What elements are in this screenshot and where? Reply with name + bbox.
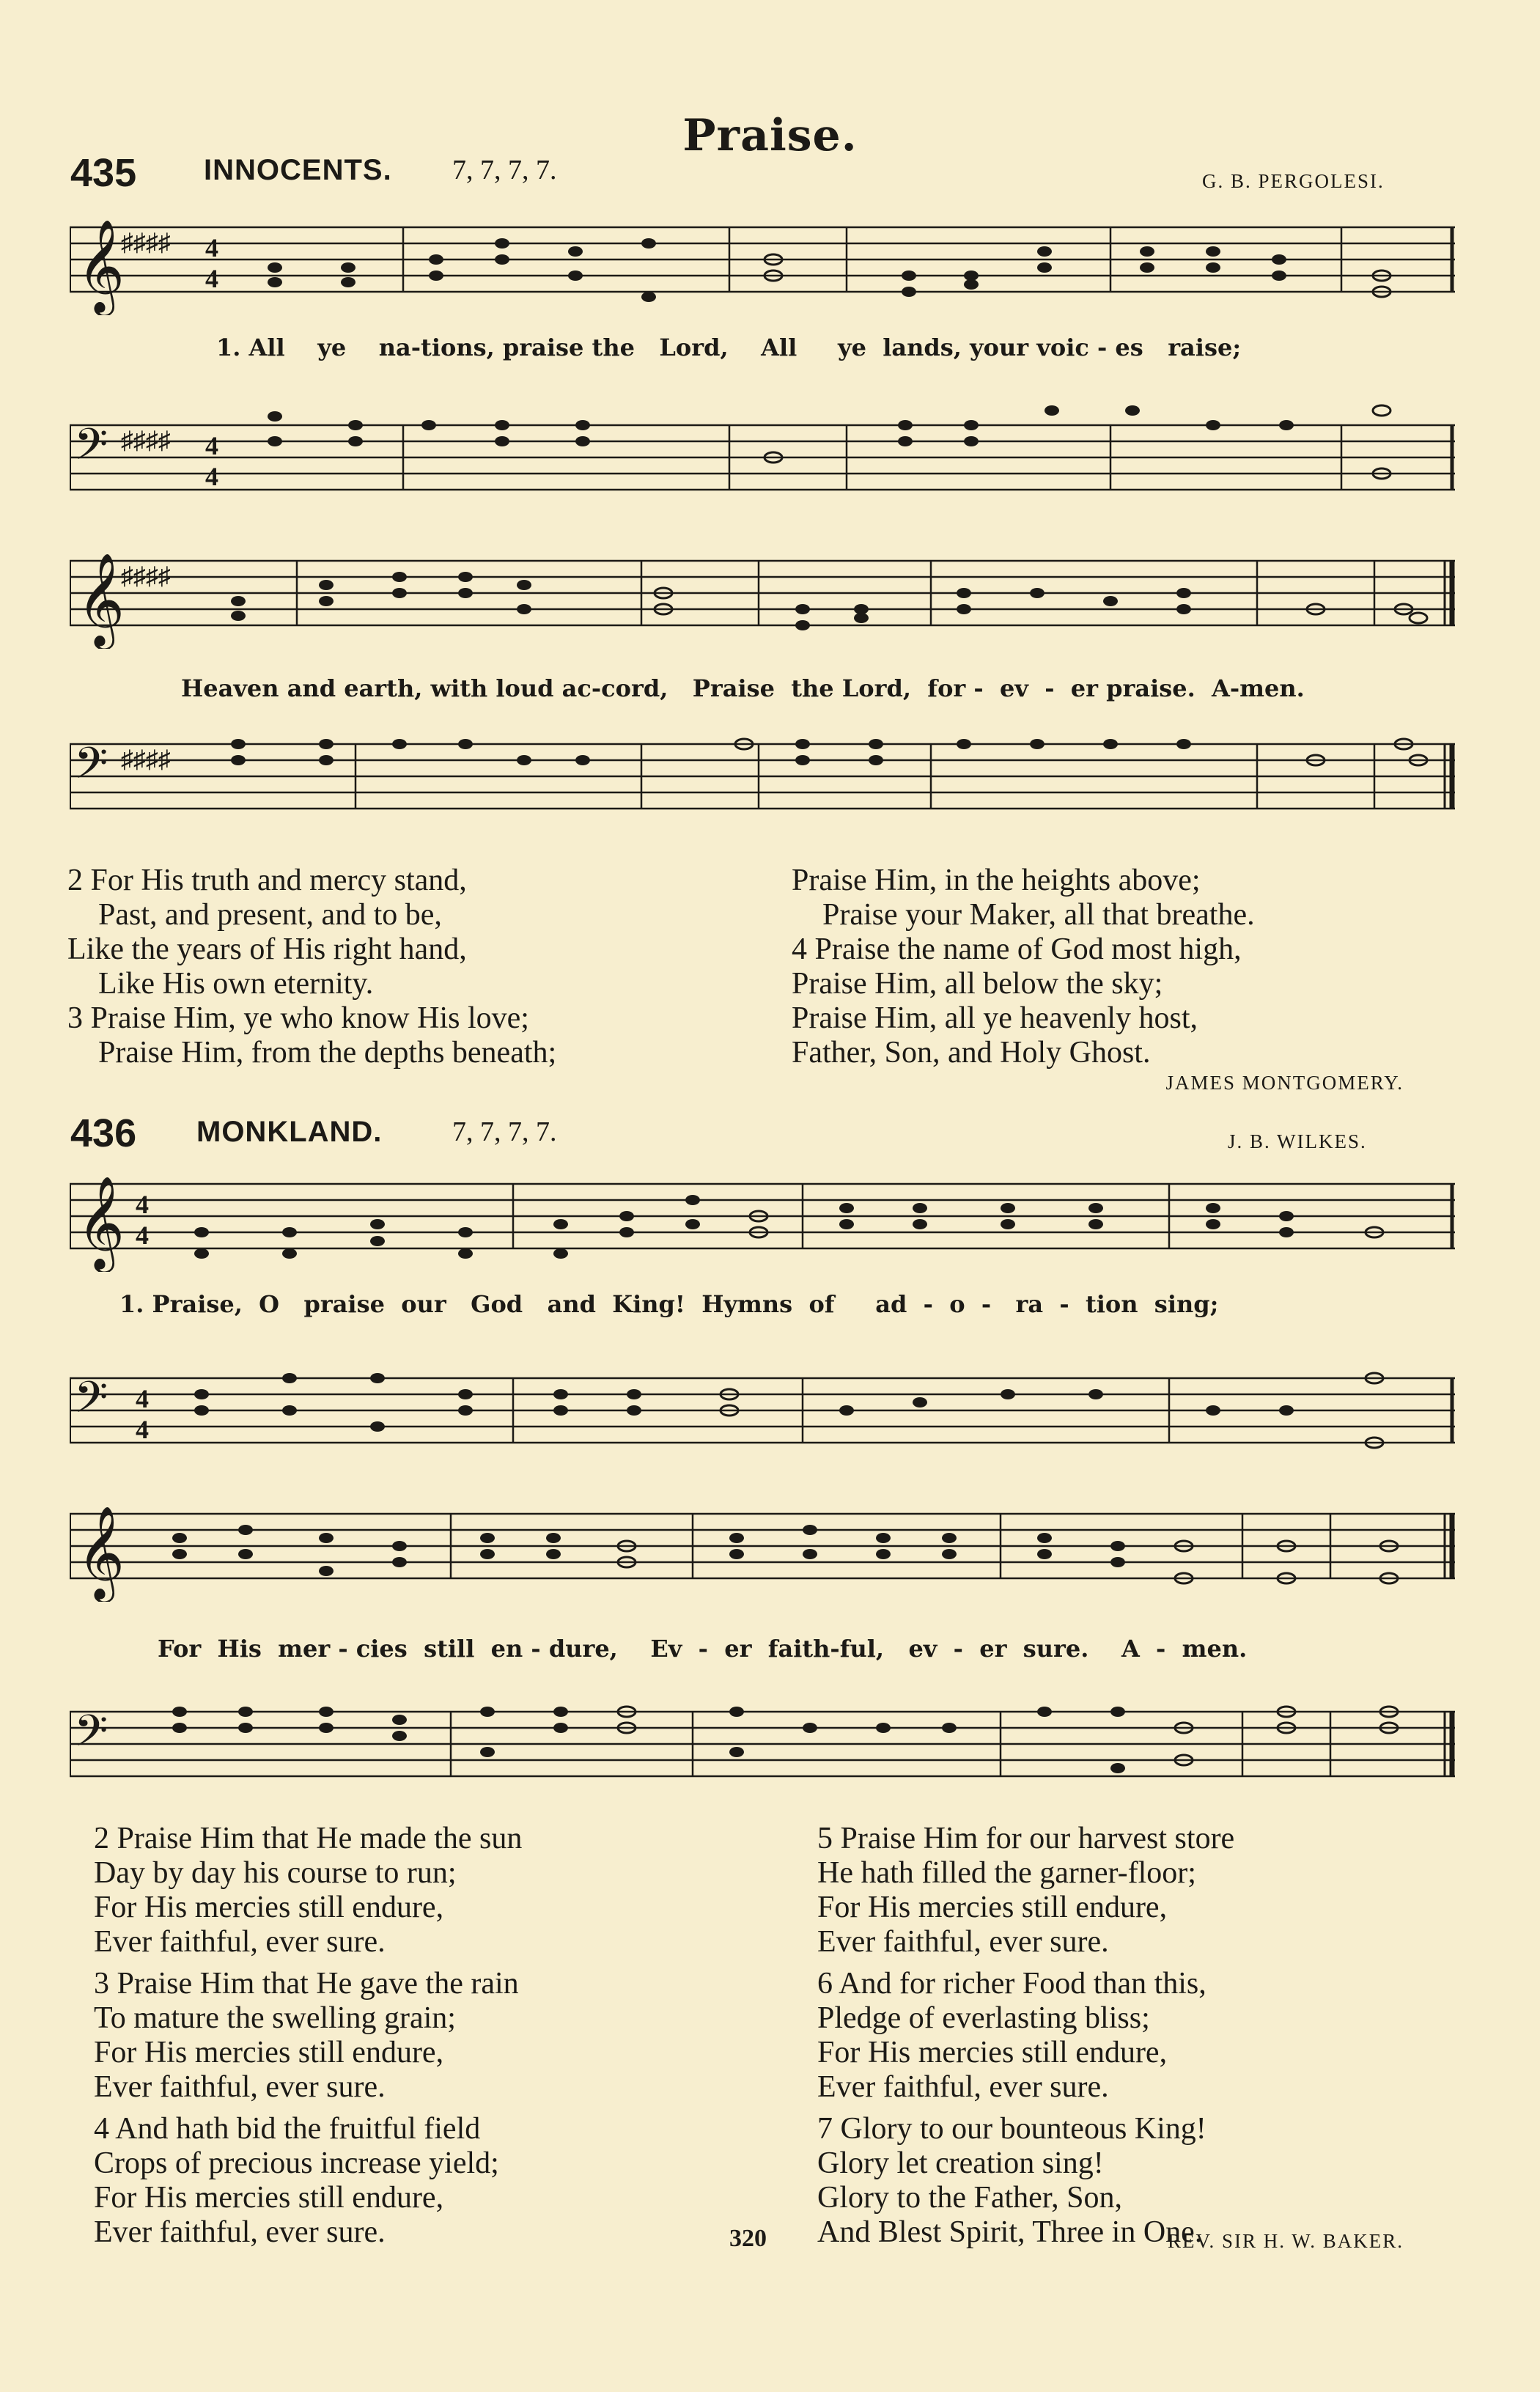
verse-line: Ever faithful, ever sure. [817,1925,1109,1959]
svg-text:4: 4 [136,1415,149,1444]
composer: G. B. PERGOLESI. [1202,170,1385,192]
verse-line: Day by day his course to run; [94,1856,457,1890]
verse-line: Father, Son, and Holy Ghost. [792,1036,1151,1070]
svg-text:4: 4 [205,431,218,460]
verse-line: For His mercies still endure, [94,1891,444,1924]
tune-name: MONKLAND. [196,1116,383,1148]
svg-text:𝄞: 𝄞 [77,555,125,644]
bass-staff-system-3 [70,1334,1455,1459]
verse-line: Praise Him, all ye heavenly host, [792,1001,1198,1035]
verse-line: Praise your Maker, all that breathe. [792,898,1255,932]
svg-text:♯♯♯♯: ♯♯♯♯ [121,427,171,455]
svg-text:4: 4 [205,462,218,491]
verse-line: And Blest Spirit, Three in One. [817,2215,1203,2249]
meter: 7, 7, 7, 7. [452,1116,557,1147]
svg-text:4: 4 [136,1384,149,1413]
verse-line: For His mercies still endure, [817,1891,1168,1924]
meter: 7, 7, 7, 7. [452,155,557,185]
lyrics-line: Heaven and earth, with loud ac-cord, Praise the Lord, for - ev - er praise. A-men. [181,674,1305,702]
hymn-number: 436 [70,1111,137,1155]
svg-text:𝄢: 𝄢 [74,1707,108,1766]
svg-text:𝄢: 𝄢 [74,421,108,479]
verse-line: For His mercies still endure, [94,2181,444,2215]
verse-line: 2 For His truth and mercy stand, [67,864,467,897]
author-credit: REV. SIR H. W. BAKER. [1167,2230,1404,2252]
svg-text:𝄢: 𝄢 [74,1374,108,1432]
svg-text:4: 4 [136,1190,149,1219]
svg-text:𝄞: 𝄞 [77,218,125,312]
verse-line: Praise Him, in the heights above; [792,864,1201,897]
verse-line: For His mercies still endure, [94,2036,444,2069]
svg-text:♯♯♯♯: ♯♯♯♯ [121,746,171,773]
bass-staff-system-4 [70,1679,1455,1803]
verse-line: 7 Glory to our bounteous King! [817,2112,1206,2146]
verse-line: 6 And for richer Food than this, [817,1967,1206,2001]
section-title: Praise. [682,110,858,161]
verses-right-column [817,1822,1234,2250]
verse-line: Praise Him, all below the sky; [792,967,1163,1001]
verse-line: To mature the swelling grain; [94,2001,456,2035]
verse-line: Crops of precious increase yield; [94,2146,499,2180]
svg-text:4: 4 [205,264,218,293]
lyrics-line: For His mer - cies still en - dure, Ev - er faith-ful, ev - er sure. A - men. [158,1635,1248,1663]
verse-line: Praise Him, from the depths beneath; [67,1036,557,1070]
lyrics-line: 1. All ye na-tions, praise the Lord, All ye lands, your voic - es raise; [216,334,1242,361]
hymn-number: 435 [70,151,137,195]
page-number: 320 [729,2225,767,2252]
svg-text:4: 4 [205,233,218,262]
verses-right-column [792,864,1255,1070]
svg-text:𝄢: 𝄢 [74,740,108,798]
verse-line: Ever faithful, ever sure. [94,2215,386,2249]
verse-line: 5 Praise Him for our harvest store [817,1822,1235,1855]
bass-staff-system-2 [70,722,1455,847]
verse-line: Past, and present, and to be, [67,898,442,932]
svg-text:♯♯♯♯: ♯♯♯♯ [121,229,171,257]
svg-text:♯♯♯♯: ♯♯♯♯ [121,563,171,590]
verses-left-column [94,1822,522,2250]
verse-line: 2 Praise Him that He made the sun [94,1822,523,1855]
treble-staff-system-4 [70,1492,1455,1602]
verse-line: Ever faithful, ever sure. [94,1925,386,1959]
treble-staff-system-2 [70,539,1455,649]
verse-line: Ever faithful, ever sure. [94,2070,386,2104]
verse-line: 4 And hath bid the fruitful field [94,2112,481,2146]
verse-line: 3 Praise Him, ye who know His love; [67,1001,529,1035]
svg-text:𝄞: 𝄞 [77,1178,125,1267]
verse-line: For His mercies still endure, [817,2036,1168,2069]
verse-line: Pledge of everlasting bliss; [817,2001,1150,2035]
verse-line: Glory to the Father, Son, [817,2181,1122,2215]
bass-staff-system-1 [70,381,1455,506]
verse-line: Glory let creation sing! [817,2146,1104,2180]
verse-line: Like His own eternity. [67,967,374,1001]
verse-line: 3 Praise Him that He gave the rain [94,1967,519,2001]
svg-text:4: 4 [136,1221,149,1250]
author-credit: JAMES MONTGOMERY. [1165,1072,1404,1094]
verses-left-column [67,864,556,1070]
lyrics-line: 1. Praise, O praise our God and King! Hymns of ad - o - ra - tion sing; [119,1290,1219,1318]
verse-line: 4 Praise the name of God most high, [792,932,1242,966]
verse-line: He hath filled the garner-floor; [817,1856,1196,1890]
svg-text:𝄞: 𝄞 [77,1508,125,1597]
tune-name: INNOCENTS. [204,154,392,186]
treble-staff-system-3 [70,1162,1455,1272]
composer: J. B. WILKES. [1228,1130,1367,1152]
verse-line: Ever faithful, ever sure. [817,2070,1109,2104]
verse-line: Like the years of His right hand, [67,932,467,966]
treble-staff-system-1 [70,205,1455,315]
